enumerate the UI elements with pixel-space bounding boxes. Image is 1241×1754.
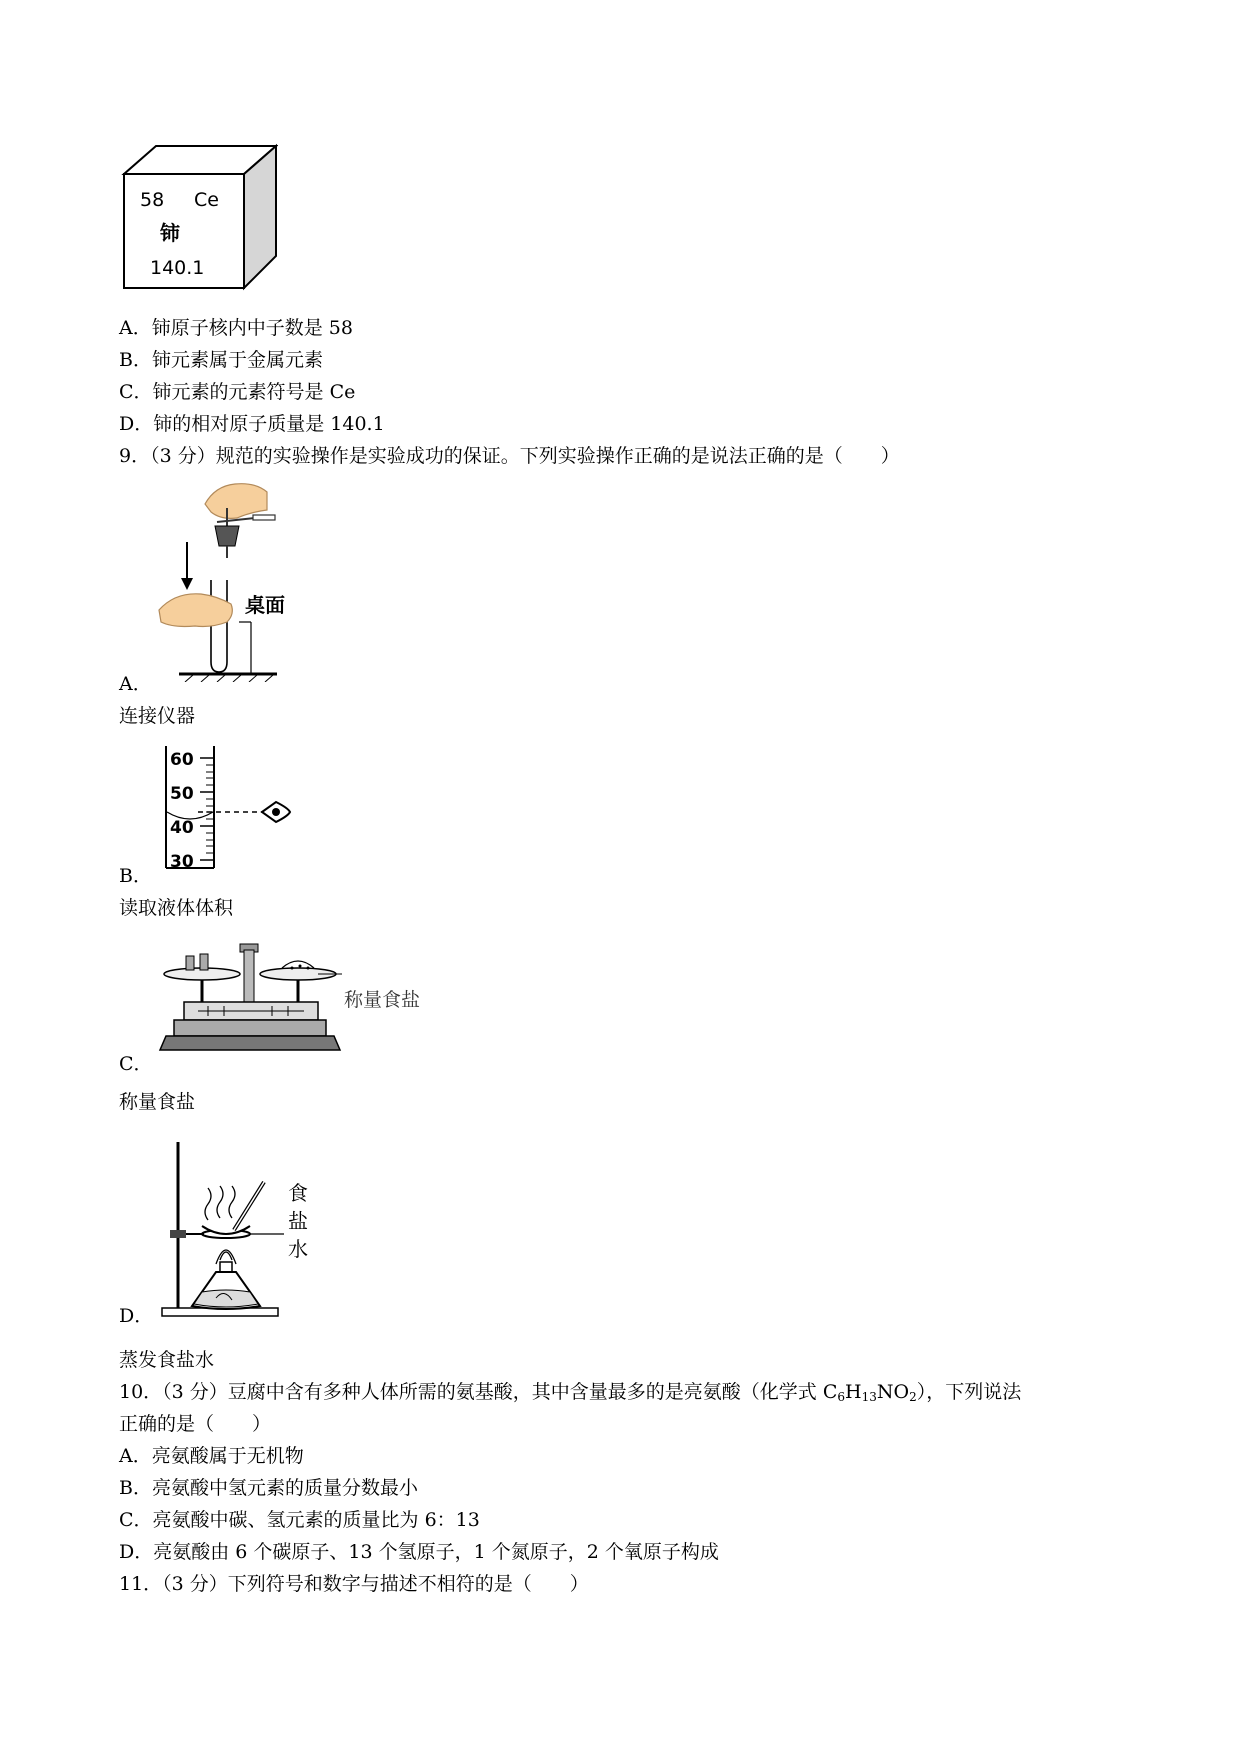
q9-option-d-letter: D． [119,1305,154,1327]
connect-instrument-figure [155,482,315,682]
salt-water-label-2: 盐 [288,1209,308,1233]
salt-water-label-3: 水 [288,1237,308,1261]
q10-option-a: A．亮氨酸属于无机物 [119,1445,304,1467]
element-symbol: Ce [194,189,219,211]
q9-option-d-caption: 蒸发食盐水 [119,1349,215,1371]
q8-option-c: C．铈元素的元素符号是 Ce [119,381,356,403]
q9-option-a-caption: 连接仪器 [119,705,196,727]
q11-stem: 11．（3 分）下列符号和数字与描述不相符的是（ ） [119,1573,589,1595]
cylinder-tick-60: 60 [170,750,194,770]
element-number: 58 [140,189,165,211]
q8-option-b: B．铈元素属于金属元素 [119,349,323,371]
cylinder-tick-50: 50 [170,784,194,804]
q8-option-d: D．铈的相对原子质量是 140.1 [119,413,385,435]
q10-option-b: B．亮氨酸中氢元素的质量分数最小 [119,1477,418,1499]
q10-stem-line2: 正确的是（ ） [119,1413,272,1435]
evaporation-setup-figure [150,1138,340,1320]
cylinder-tick-30: 30 [170,852,194,870]
element-mass: 140.1 [150,257,205,279]
graduated-cylinder-figure [158,744,298,870]
q10-option-d: D．亮氨酸由 6 个碳原子、13 个氢原子，1 个氮原子，2 个氧原子构成 [119,1541,719,1563]
q9-option-b-caption: 读取液体体积 [119,897,234,919]
salt-water-label-1: 食 [288,1181,308,1205]
q9-option-c-letter: C． [119,1053,153,1075]
q9-option-b-letter: B． [119,865,152,887]
cylinder-tick-40: 40 [170,818,194,838]
q9-option-c-caption: 称量食盐 [119,1091,196,1113]
balance-scale-figure [158,940,438,1062]
weigh-salt-label: 称量食盐 [344,989,421,1011]
q9-option-a-letter: A． [119,673,152,695]
q10-stem-line1: 10．（3 分）豆腐中含有多种人体所需的氨基酸，其中含量最多的是亮氨酸（化学式 $C_6H_{13}NO_2$），下列说法 [119,1381,1022,1404]
q10-option-c: C．亮氨酸中碳、氢元素的质量比为 6：13 [119,1509,480,1531]
q9-stem: 9．（3 分）规范的实验操作是实验成功的保证。下列实验操作正确的是说法正确的是（ ） [119,445,900,467]
element-name: 铈 [160,221,180,245]
q8-option-a: A．铈原子核内中子数是 58 [119,317,353,339]
table-surface-label: 桌面 [245,593,285,617]
cerium-element-tile-figure [118,142,278,292]
